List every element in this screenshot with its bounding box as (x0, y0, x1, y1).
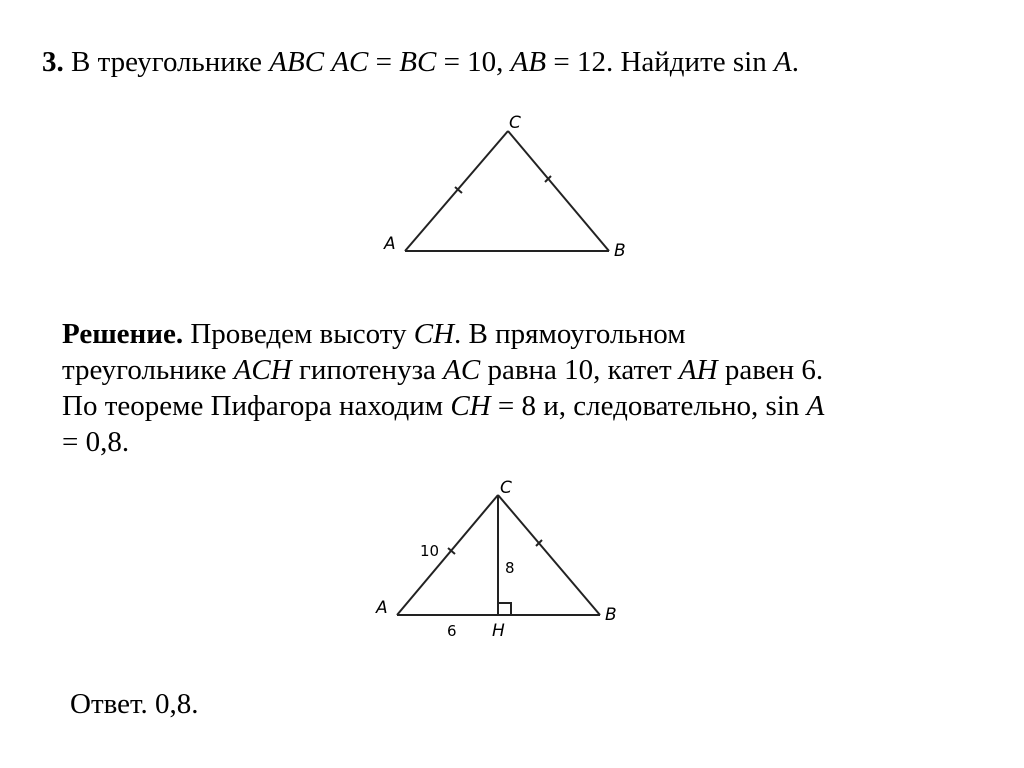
side-bc-2 (498, 495, 600, 615)
length-ac: 10 (420, 542, 440, 560)
solution-heading: Решение. (62, 318, 184, 350)
vertex-label-c: C (509, 113, 521, 133)
problem-statement: 3. В треугольнике ABC AC = BC = 10, AB = 12. Найдите sin A. (42, 46, 799, 78)
solution-line-2: треугольнике ACH гипотенуза AC равна 10, катет AH равен 6. (62, 354, 824, 386)
solution-line-1: Решение. Проведем высоту CH. В прямоугольном (62, 318, 686, 350)
vertex-label-c-2: C (500, 478, 512, 498)
problem-number: 3. (42, 46, 64, 78)
right-angle-mark (498, 603, 511, 615)
length-ch: 8 (505, 559, 515, 577)
foot-label-h: H (492, 621, 505, 641)
vertex-label-a: A (384, 234, 396, 254)
length-ah: 6 (447, 622, 457, 640)
solution-line-3: По теореме Пифагора находим CH = 8 и, следовательно, sin A (62, 390, 825, 422)
vertex-label-a-2: A (376, 598, 388, 618)
side-ac-2 (397, 495, 498, 615)
vertex-label-b: B (614, 241, 626, 261)
solution-line-4: = 0,8. (62, 426, 130, 458)
vertex-label-b-2: B (605, 605, 617, 625)
answer-text: Ответ. 0,8. (70, 688, 199, 720)
